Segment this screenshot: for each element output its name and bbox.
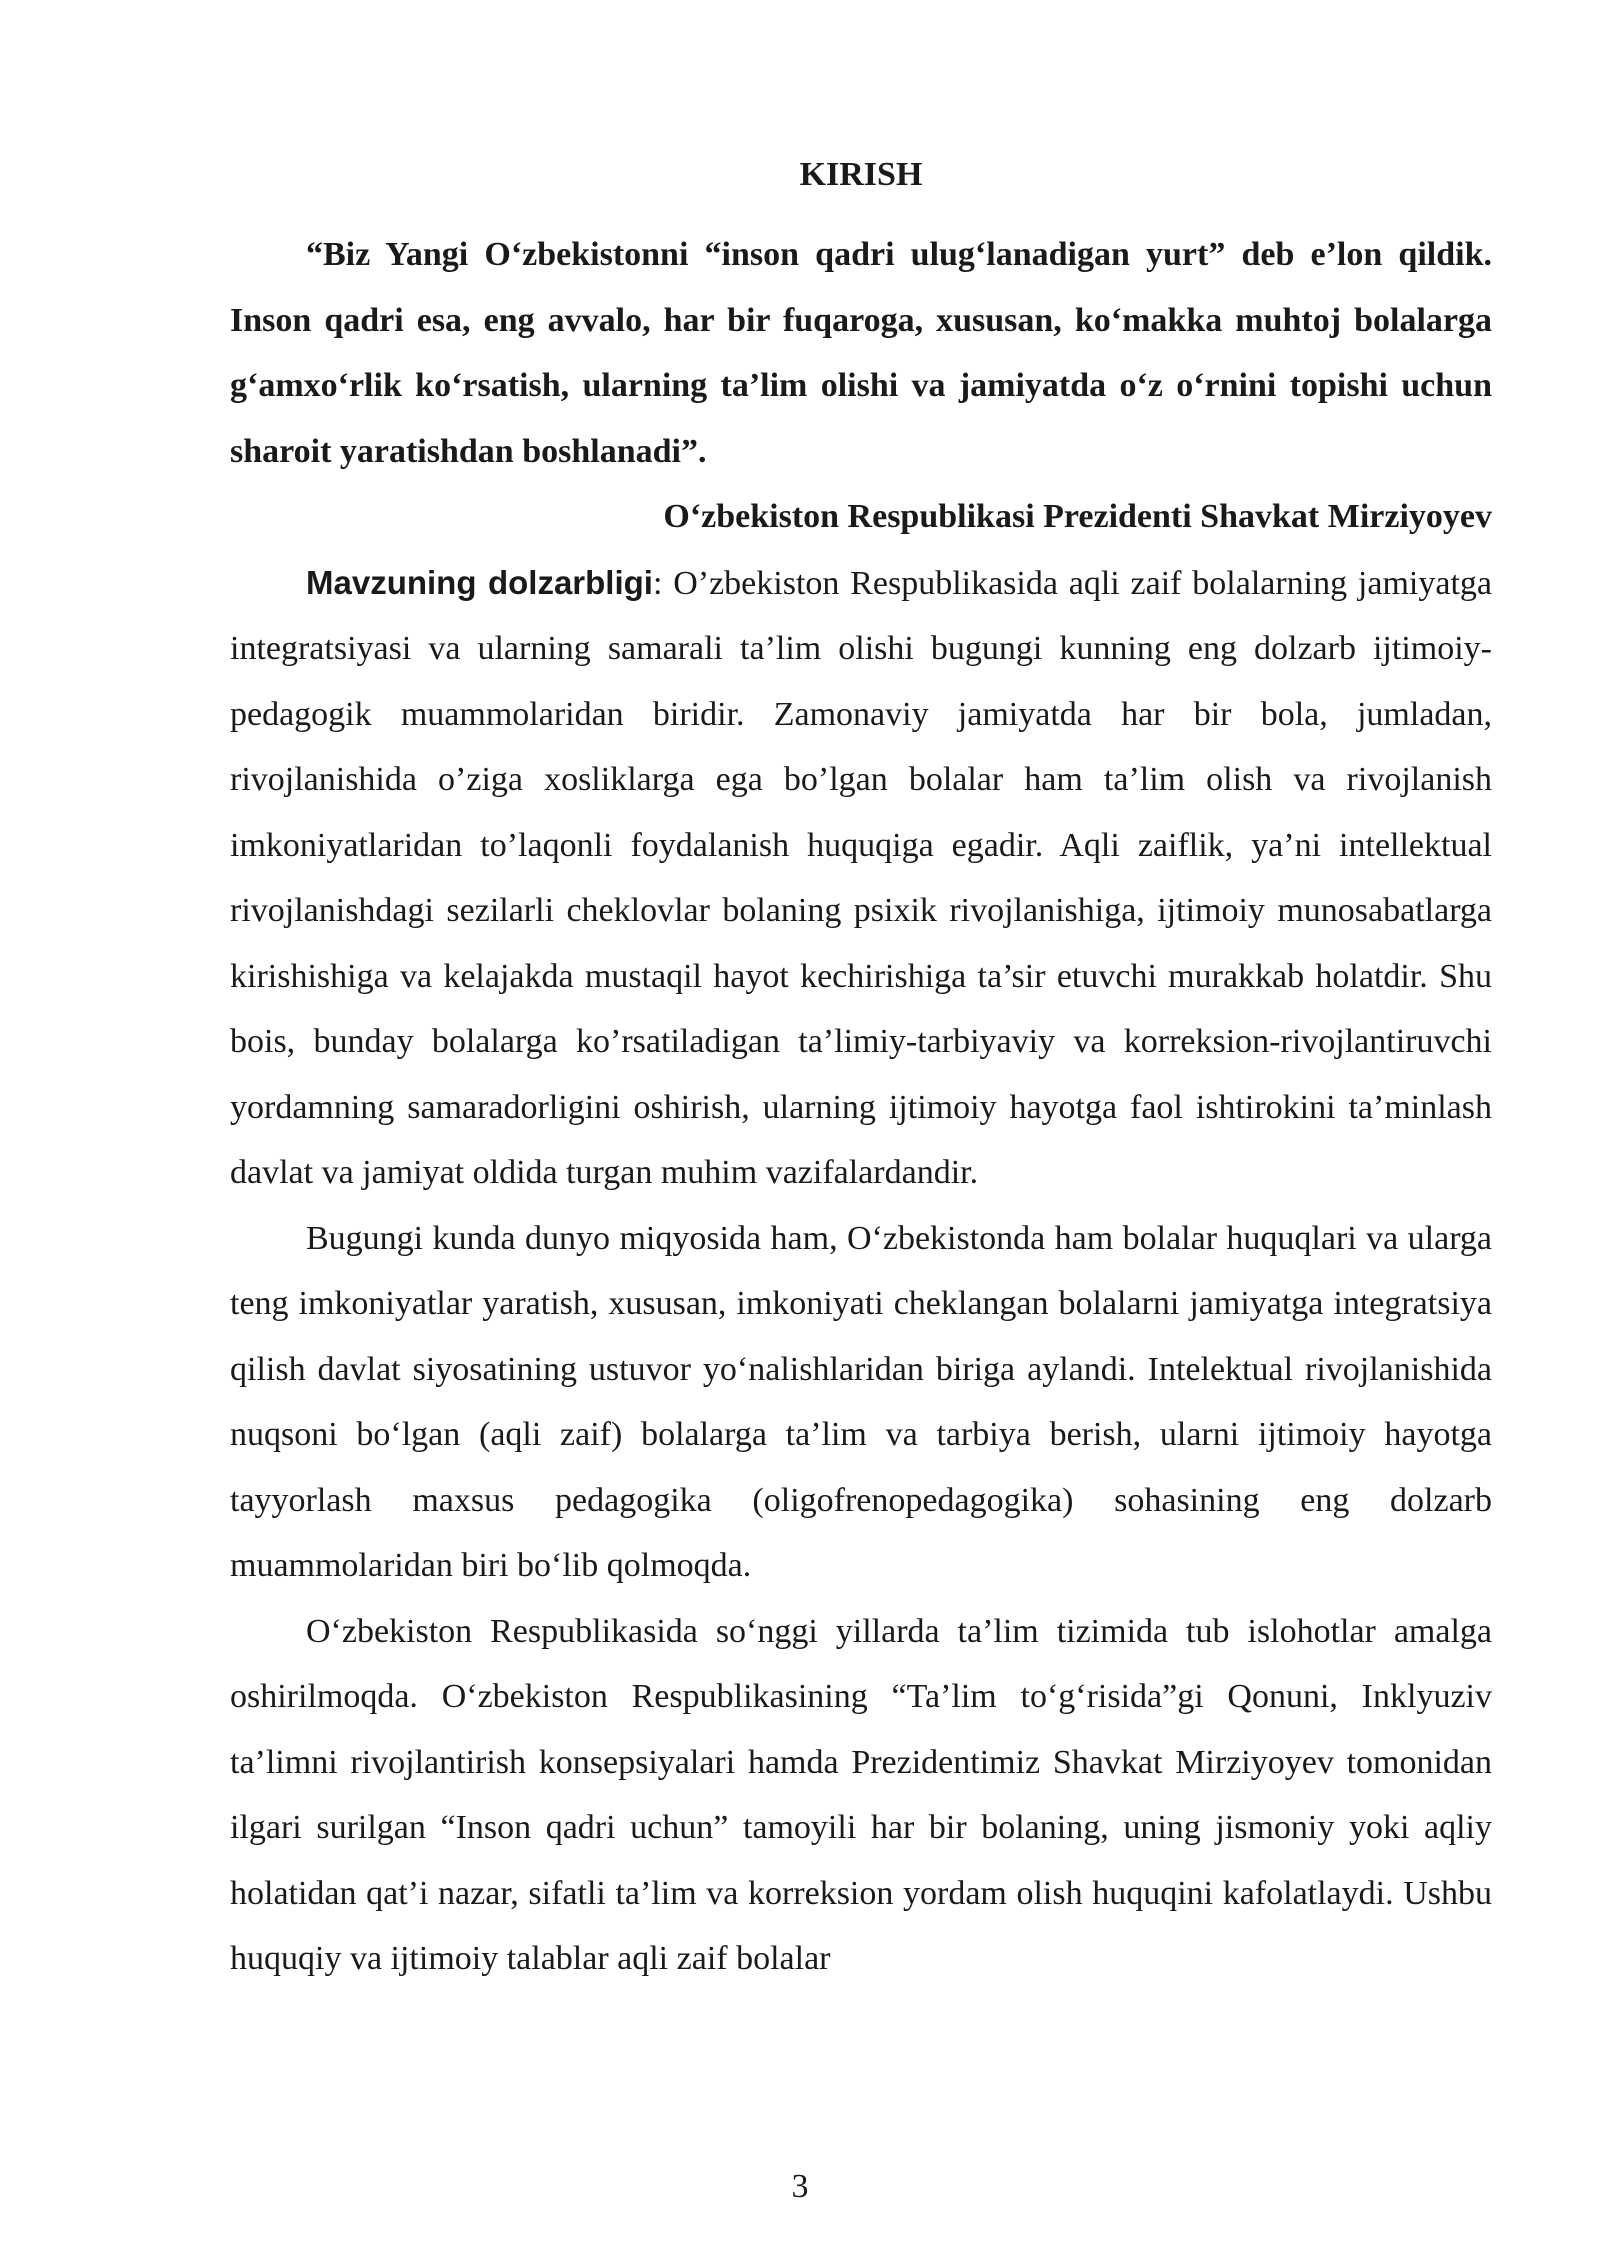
paragraph-2: Bugungi kunda dunyo miqyosida ham, O‘zbekistonda ham bolalar huquqlari va ularga teng imkoniyatlar yaratish, xususan, imkoniyati cheklangan bolalarni jamiyatga integratsiya qilish davlat siyosatining ustuvor yo‘nalishlaridan biriga aylandi. Intelektual rivojlanishida nuqsoni bo‘lgan (aqli zaif) bolalarga ta’lim va tarbiya berish, ularni ijtimoiy hayotga tayyorlash maxsus pedagogika (oligofrenopedagogika) sohasining eng dolzarb muammolaridan biri bo‘lib qolmoqda. (230, 1219, 1492, 1584)
document-body (230, 222, 1492, 1992)
paragraph-3: O‘zbekiston Respublikasida so‘nggi yillarda ta’lim tizimida tub islohotlar amalga oshirilmoqda. O‘zbekiston Respublikasining “Ta’lim to‘g‘risida”gi Qonuni, Inklyuziv ta’limni rivojlantirish konsepsiyalari hamda Prezidentimiz Shavkat Mirziyoyev tomonidan ilgari surilgan “Inson qadri uchun” tamoyili har bir bolaning, uning jismoniy yoki aqliy holatidan qat’i nazar, sifatli ta’lim va korreksion yordam olish huquqini kafolatlaydi. Ushbu huquqiy va ijtimoiy talablar aqli zaif bolalar (230, 1612, 1492, 1977)
relevance-paragraph (230, 550, 1492, 1206)
epigraph-quote: “Biz Yangi O‘zbekistonni “inson qadri ulug‘lanadigan yurt” deb e’lon qildik. Inson qadri esa, eng avvalo, har bir fuqaroga, xususan, ko‘makka muhtoj bolalarga g‘amxo‘rlik ko‘rsatish, ularning ta’lim olishi va jamiyatda o‘z o‘rnini topishi uchun sharoit yaratishdan boshlanadi”. (230, 236, 1492, 470)
relevance-label: Mavzuning dolzarbligi (306, 563, 653, 601)
page-title: KIRISH (799, 156, 923, 193)
page-number: 3 (791, 2168, 809, 2205)
epigraph-author: O‘zbekiston Respublikasi Prezidenti Shavkat Mirziyoyev (663, 498, 1492, 535)
relevance-text: : O’zbekiston Respublikasida aqli zaif bolalarning jamiyatga integratsiyasi va ularning samarali ta’lim olishi bugungi kunning eng dolzarb ijtimoiy-pedagogik muammolaridan biridir. Zamonaviy jamiyatda har bir bola, jumladan, rivojlanishida o’ziga xosliklarga ega bo’lgan bolalar ham ta’lim olish va rivojlanish imkoniyatlaridan to’laqonli foydalanish huquqiga egadir. Aqli zaiflik, ya’ni intellektual rivojlanishdagi sezilarli cheklovlar bolaning psixik rivojlanishiga, ijtimoiy munosabatlarga kirishishiga va kelajakda mustaqil hayot kechirishiga ta’sir etuvchi murakkab holatdir. Shu bois, bunday bolalarga ko’rsatiladigan ta’limiy-tarbiyaviy va korreksion-rivojlantiruvchi yordamning samaradorligini oshirish, ularning ijtimoiy hayotga faol ishtirokini ta’minlash davlat va jamiyat oldida turgan muhim vazifalardandir. (230, 564, 1492, 1191)
